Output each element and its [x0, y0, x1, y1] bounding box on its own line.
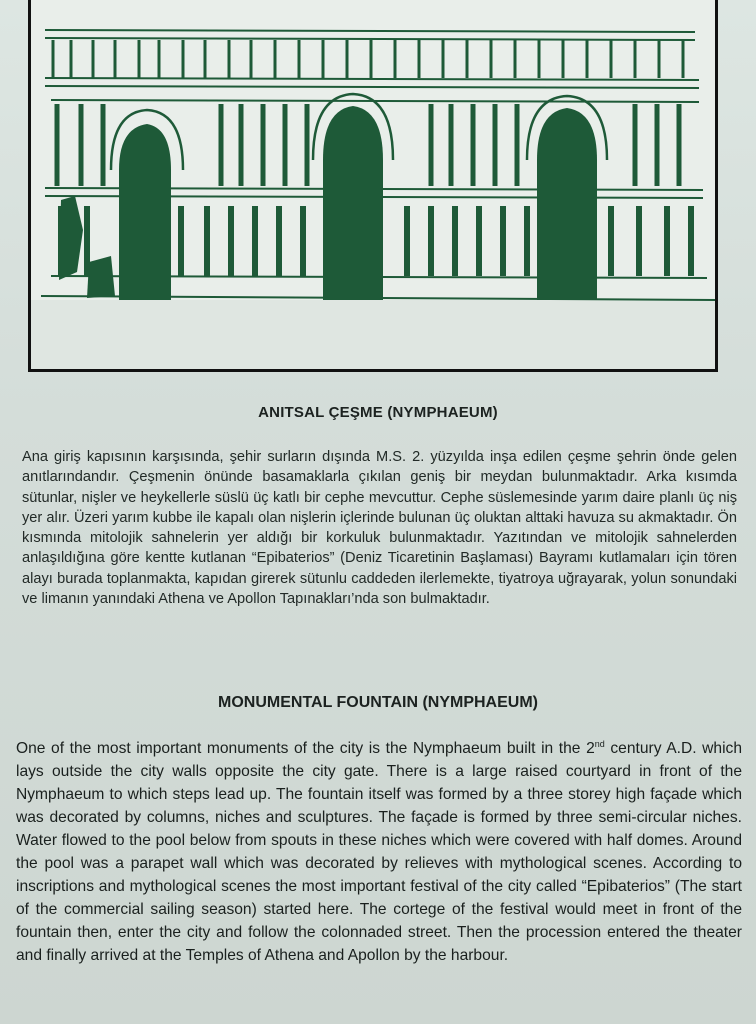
english-body-part1: One of the most important monuments of the city is the Nymphaeum built in the 2	[16, 740, 595, 757]
english-description	[16, 737, 742, 967]
nymphaeum-facade-drawing	[28, 0, 718, 372]
english-body-part2: century A.D. which lays outside the city walls opposite the city gate. There is a large raised courtyard in front of the Nymphaeum to which steps lead up. The fountain itself was formed by a three storey high façade which was decorated by columns, niches and sculptures. The façade is formed by three semi-circular niches. Water flowed to the pool below from spouts in these niches which were covered with half domes. Around the pool was a parapet wall which was decorated by relieves with mythological scenes. According to inscriptions and mythological scenes the most important festival of the city called “Epibaterios” (The start of the commercial sailing season) started here. The cortege of the festival would meet in front of the fountain then, enter the city and follow the colonnaded street. Then the procession entered the theater and finally arrived at the Temples of Athena and Apollon by the harbour.	[16, 740, 742, 964]
ordinal-suffix: nd	[594, 738, 605, 749]
turkish-title: ANITSAL ÇEŞME (NYMPHAEUM)	[258, 404, 498, 421]
turkish-description: Ana giriş kapısının karşısında, şehir surların dışında M.S. 2. yüzyılda inşa edilen çeşme şehrin önde gelen anıtlarındandır. Çeşmenin önünde basamaklarla çıkılan geniş bir meydan bulunmaktadır. Arka kısımda sütunlar, nişler ve heykellerle süslü üç katlı bir cephe mevcuttur. Cephe süslemesinde yarım daire planlı üç niş yer alır. Üzeri yarım kubbe ile kapalı olan nişlerin içlerinde bulunan üç oluktan alttaki havuza su akmaktadır. Ön kısmında mitolojik sahnelerin yer aldığı bir korkuluk bulunmaktadır. Yazıtından ve mitolojik sahnelerden anlaşıldığına göre kentte kutlanan “Epibaterios” (Deniz Ticaretinin Başlaması) Bayramı kutlamaları için tören alayı burada toplanmakta, kapıdan girerek sütunlu caddeden ilerlemekte, tiyatroya uğrayarak, yolun sonundaki ve limanın yanındaki Athena ve Apollon Tapınakları’nda son bulmaktadır.	[22, 449, 737, 608]
english-title: MONUMENTAL FOUNTAIN (NYMPHAEUM)	[218, 694, 538, 711]
